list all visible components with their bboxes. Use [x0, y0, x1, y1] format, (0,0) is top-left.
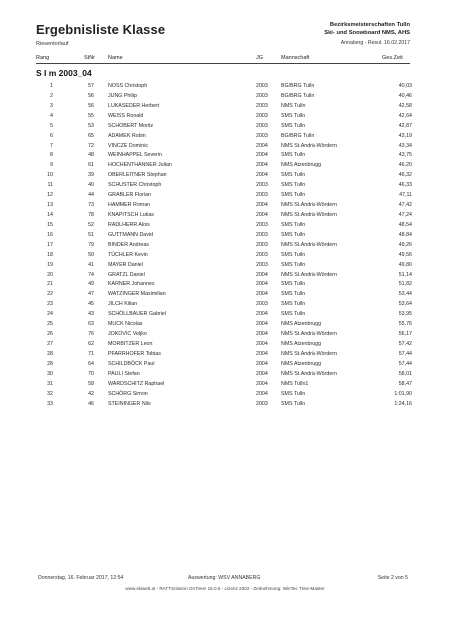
team-cell: NMS St.Andrä-Wördern	[281, 350, 337, 357]
athlete-name-cell: SCHUSTER Christoph	[108, 182, 162, 189]
athlete-name-cell: OBERLEITNER Stephan	[108, 172, 167, 179]
athlete-name-cell: MUCK Nicolas	[108, 321, 143, 328]
table-row	[0, 310, 450, 320]
rang-cell: 23	[47, 301, 53, 308]
team-cell: SMS Tulln	[281, 182, 306, 189]
team-cell: SMS Tulln	[281, 291, 306, 298]
start-number-cell: 44	[88, 192, 94, 199]
start-number-cell: 64	[88, 360, 94, 367]
rang-cell: 27	[47, 340, 53, 347]
team-cell: NMS Atzenbrugg	[281, 321, 322, 328]
start-number-cell: 72	[88, 142, 94, 149]
table-row	[0, 330, 450, 340]
team-cell: SMS Tulln	[281, 390, 306, 397]
birth-year-cell: 2004	[256, 311, 268, 318]
event-name: Bezirksmeisterschaften Tulln	[329, 22, 410, 28]
team-cell: SMS Tulln	[281, 251, 306, 258]
total-time-cell: 46,33	[398, 182, 412, 189]
table-row	[0, 112, 450, 122]
team-cell: SMS Tulln	[281, 281, 306, 288]
rang-cell: 28	[47, 360, 53, 367]
athlete-name-cell: ADAMEK Robin	[108, 132, 146, 139]
birth-year-cell: 2004	[256, 370, 268, 377]
total-time-cell: 43,75	[398, 152, 412, 159]
rang-cell: 6	[50, 132, 53, 139]
total-time-cell: 47,24	[398, 211, 412, 218]
athlete-name-cell: KNAPITSCH Lukas	[108, 211, 154, 218]
start-number-cell: 56	[88, 92, 94, 99]
team-cell: SMS Tulln	[281, 192, 306, 199]
birth-year-cell: 2003	[256, 251, 268, 258]
table-row	[0, 380, 450, 390]
birth-year-cell: 2004	[256, 390, 268, 397]
start-number-cell: 53	[88, 122, 94, 129]
total-time-cell: 58,47	[398, 380, 412, 387]
table-row	[0, 221, 450, 231]
start-number-cell: 39	[88, 172, 94, 179]
birth-year-cell: 2004	[256, 281, 268, 288]
start-number-cell: 55	[88, 112, 94, 119]
total-time-cell: 51,14	[398, 271, 412, 278]
total-time-cell: 49,26	[398, 241, 412, 248]
athlete-name-cell: JILCH Kilian	[108, 301, 138, 308]
start-number-cell: 46	[88, 400, 94, 407]
total-time-cell: 53,95	[398, 311, 412, 318]
athlete-name-cell: SCHÖRG Simon	[108, 390, 148, 397]
birth-year-cell: 2003	[256, 301, 268, 308]
athlete-name-cell: SCHÖLLBAUER Gabriel	[108, 311, 166, 318]
rang-cell: 33	[47, 400, 53, 407]
team-cell: NMS St.Andrä-Wördern	[281, 331, 337, 338]
table-row	[0, 122, 450, 132]
column-header-team: Mannschaft	[281, 55, 310, 61]
table-row	[0, 290, 450, 300]
total-time-cell: 46,20	[398, 162, 412, 169]
table-row	[0, 271, 450, 281]
rang-cell: 25	[47, 321, 53, 328]
table-row	[0, 390, 450, 400]
rang-cell: 21	[47, 281, 53, 288]
category-heading: S I m 2003_04	[36, 68, 92, 78]
table-row	[0, 161, 450, 171]
rang-cell: 26	[47, 331, 53, 338]
footer-page-number: Seite 2 von 5	[377, 575, 408, 581]
start-number-cell: 58	[88, 380, 94, 387]
start-number-cell: 61	[88, 162, 94, 169]
athlete-name-cell: HAMMER Roman	[108, 202, 151, 209]
total-time-cell: 1:01,90	[394, 390, 412, 397]
start-number-cell: 76	[88, 331, 94, 338]
athlete-name-cell: LUKASEDER Herbert	[108, 102, 160, 109]
birth-year-cell: 2004	[256, 211, 268, 218]
birth-year-cell: 2004	[256, 172, 268, 179]
table-row	[0, 92, 450, 102]
start-number-cell: 56	[88, 102, 94, 109]
rang-cell: 31	[47, 380, 53, 387]
rang-cell: 8	[50, 152, 53, 159]
total-time-cell: 42,87	[398, 122, 412, 129]
birth-year-cell: 2004	[256, 152, 268, 159]
athlete-name-cell: JUNG Philip	[108, 92, 137, 99]
birth-year-cell: 2003	[256, 261, 268, 268]
start-number-cell: 62	[88, 340, 94, 347]
column-header-name: Name	[108, 55, 123, 61]
total-time-cell: 48,54	[398, 221, 412, 228]
athlete-name-cell: STEININGER Nils	[108, 400, 151, 407]
rang-cell: 19	[47, 261, 53, 268]
athlete-name-cell: RADLHERR Alois	[108, 221, 150, 228]
rang-cell: 28	[47, 350, 53, 357]
athlete-name-cell: SCHOBERT Moritz	[108, 122, 154, 129]
total-time-cell: 46,32	[398, 172, 412, 179]
total-time-cell: 49,80	[398, 261, 412, 268]
rang-cell: 13	[47, 202, 53, 209]
table-row	[0, 340, 450, 350]
birth-year-cell: 2004	[256, 291, 268, 298]
athlete-name-cell: NOSS Christoph	[108, 83, 148, 89]
total-time-cell: 57,44	[398, 350, 412, 357]
team-cell: NMS St.Andrä-Wördern	[281, 142, 337, 149]
table-row	[0, 102, 450, 112]
start-number-cell: 42	[88, 390, 94, 397]
rang-cell: 30	[47, 370, 53, 377]
total-time-cell: 47,42	[398, 202, 412, 209]
rang-cell: 18	[47, 251, 53, 258]
team-cell: NMS St.Andrä-Wördern	[281, 370, 337, 377]
total-time-cell: 47,11	[399, 192, 412, 199]
total-time-cell: 53,44	[398, 291, 412, 298]
birth-year-cell: 2003	[256, 221, 268, 228]
athlete-name-cell: BINDER Andreas	[108, 241, 149, 248]
athlete-name-cell: SCHILDBÖCK Paul	[108, 360, 155, 367]
team-cell: SMS Tulln	[281, 301, 306, 308]
table-row	[0, 132, 450, 142]
athlete-name-cell: TÜCHLER Kevin	[108, 251, 148, 258]
table-row	[0, 231, 450, 241]
table-row	[0, 400, 450, 410]
total-time-cell: 56,17	[398, 331, 412, 338]
team-cell: NMS Tulln	[281, 102, 306, 109]
athlete-name-cell: WEISS Ronald	[108, 112, 144, 119]
birth-year-cell: 2003	[256, 83, 268, 89]
rang-cell: 15	[47, 221, 53, 228]
total-time-cell: 40,46	[398, 92, 412, 99]
rang-cell: 5	[50, 122, 53, 129]
team-cell: SMS Tulln	[281, 261, 306, 268]
start-number-cell: 74	[88, 271, 94, 278]
total-time-cell: 48,84	[398, 231, 412, 238]
rang-cell: 32	[47, 390, 53, 397]
table-row	[0, 251, 450, 261]
athlete-name-cell: WEINHAPPEL Severin	[108, 152, 162, 159]
team-cell: NMS Atzenbrugg	[281, 340, 322, 347]
team-cell: SMS Tulln	[281, 311, 306, 318]
birth-year-cell: 2004	[256, 380, 268, 387]
rang-cell: 1	[50, 83, 53, 89]
birth-year-cell: 2003	[256, 92, 268, 99]
athlete-name-cell: VINCZE Dominic	[108, 142, 149, 149]
rang-cell: 10	[47, 172, 53, 179]
start-number-cell: 57	[88, 83, 94, 89]
table-row	[0, 350, 450, 360]
team-cell: BG/BRG Tulln	[281, 132, 315, 139]
team-cell: NMS Atzenbrugg	[281, 360, 322, 367]
location-date: Annaberg - Resul. 16.02.2017	[340, 40, 410, 46]
athlete-name-cell: PAULI Stefan	[108, 370, 140, 377]
birth-year-cell: 2003	[256, 182, 268, 189]
rang-cell: 9	[50, 162, 53, 169]
total-time-cell: 53,64	[398, 301, 412, 308]
table-row	[0, 370, 450, 380]
team-cell: NMS Tulln1	[281, 380, 309, 387]
start-number-cell: 78	[88, 211, 94, 218]
rang-cell: 22	[47, 291, 53, 298]
team-cell: SMS Tulln	[281, 172, 306, 179]
rang-cell: 17	[47, 241, 53, 248]
birth-year-cell: 2004	[256, 360, 268, 367]
footer-software-credit: www.skiwelt.at - RATTSolution OnTime! 16.0.5 - Lizenz 2002 - Zeitnehmung: WinTec Time-Master	[125, 586, 325, 591]
start-number-cell: 63	[88, 321, 94, 328]
table-row	[0, 360, 450, 370]
table-row	[0, 300, 450, 310]
birth-year-cell: 2003	[256, 241, 268, 248]
athlete-name-cell: PFARRHOFER Tobias	[108, 350, 161, 357]
start-number-cell: 50	[88, 251, 94, 258]
document-title: Ergebnisliste Klasse	[36, 22, 166, 37]
table-row	[0, 171, 450, 181]
athlete-name-cell: MORBITZER Leon	[108, 340, 153, 347]
start-number-cell: 73	[88, 202, 94, 209]
team-cell: NMS St.Andrä-Wördern	[281, 241, 337, 248]
rang-cell: 12	[47, 192, 53, 199]
event-subtitle: Ski- und Snowboard NMS, AHS	[324, 30, 410, 36]
footer-date: Donnerstag, 16. Februar 2017, 12:54	[38, 575, 124, 581]
rang-cell: 3	[50, 102, 53, 109]
table-row	[0, 261, 450, 271]
birth-year-cell: 2004	[256, 202, 268, 209]
column-header-time: Ges.Zeit	[382, 55, 403, 61]
total-time-cell: 43,34	[398, 142, 412, 149]
team-cell: NMS Atzenbrugg	[281, 162, 322, 169]
start-number-cell: 71	[88, 350, 94, 357]
start-number-cell: 41	[88, 261, 94, 268]
birth-year-cell: 2004	[256, 350, 268, 357]
rang-cell: 11	[47, 182, 53, 189]
birth-year-cell: 2003	[256, 112, 268, 119]
start-number-cell: 70	[88, 370, 94, 377]
table-row	[0, 191, 450, 201]
table-row	[0, 181, 450, 191]
column-header-rang: Rang	[36, 55, 50, 61]
start-number-cell: 52	[88, 221, 94, 228]
birth-year-cell: 2004	[256, 162, 268, 169]
athlete-name-cell: KARNER Johannes	[108, 281, 155, 288]
start-number-cell: 79	[88, 241, 94, 248]
birth-year-cell: 2003	[256, 192, 268, 199]
total-time-cell: 57,42	[398, 340, 412, 347]
team-cell: SMS Tulln	[281, 221, 306, 228]
total-time-cell: 58,01	[398, 370, 412, 377]
team-cell: NMS St.Andrä-Wördern	[281, 211, 337, 218]
team-cell: NMS St.Andrä-Wördern	[281, 271, 337, 278]
birth-year-cell: 2004	[256, 271, 268, 278]
start-number-cell: 40	[88, 182, 94, 189]
rang-cell: 14	[47, 211, 53, 218]
athlete-name-cell: GRATZL Daniel	[108, 271, 145, 278]
table-row	[0, 241, 450, 251]
athlete-name-cell: WARDSCHITZ Raphael	[108, 380, 165, 387]
table-row	[0, 280, 450, 290]
total-time-cell: 51,82	[398, 281, 412, 288]
team-cell: SMS Tulln	[281, 122, 306, 129]
birth-year-cell: 2003	[256, 102, 268, 109]
table-row	[0, 151, 450, 161]
total-time-cell: 43,19	[398, 132, 412, 139]
total-time-cell: 42,64	[398, 112, 412, 119]
team-cell: SMS Tulln	[281, 112, 306, 119]
rang-cell: 20	[47, 271, 53, 278]
results-table	[0, 82, 450, 409]
total-time-cell: 57,44	[398, 360, 412, 367]
team-cell: NMS St.Andrä-Wördern	[281, 202, 337, 209]
start-number-cell: 45	[88, 301, 94, 308]
birth-year-cell: 2004	[256, 142, 268, 149]
team-cell: BG/BRG Tulln	[281, 92, 315, 99]
start-number-cell: 49	[88, 281, 94, 288]
birth-year-cell: 2003	[256, 132, 268, 139]
table-row	[0, 201, 450, 211]
footer-evaluation: Auswertung: WSV ANNABERG	[188, 575, 261, 581]
total-time-cell: 40,03	[398, 83, 412, 89]
total-time-cell: 42,58	[398, 102, 412, 109]
rang-cell: 2	[50, 92, 53, 99]
athlete-name-cell: HOCHENTHANNER Julian	[108, 162, 172, 169]
start-number-cell: 65	[88, 132, 94, 139]
table-row	[0, 320, 450, 330]
athlete-name-cell: GRABLER Florian	[108, 192, 151, 199]
birth-year-cell: 2004	[256, 321, 268, 328]
rang-cell: 24	[47, 311, 53, 318]
start-number-cell: 43	[88, 311, 94, 318]
header-divider	[36, 63, 410, 64]
team-cell: SMS Tulln	[281, 152, 306, 159]
rang-cell: 4	[50, 112, 53, 119]
column-header-jg: JG	[256, 55, 264, 61]
birth-year-cell: 2004	[256, 331, 268, 338]
table-row	[0, 82, 450, 92]
birth-year-cell: 2004	[256, 340, 268, 347]
column-header-stnr: StNr	[84, 55, 95, 61]
rang-cell: 7	[50, 142, 53, 149]
table-row	[0, 211, 450, 221]
team-cell: SMS Tulln	[281, 400, 306, 407]
team-cell: SMS Tulln	[281, 231, 306, 238]
athlete-name-cell: JOKOVIC Veljko	[108, 331, 147, 338]
birth-year-cell: 2003	[256, 122, 268, 129]
total-time-cell: 1:24,16	[394, 400, 412, 407]
start-number-cell: 51	[88, 231, 94, 238]
rang-cell: 16	[47, 231, 53, 238]
birth-year-cell: 2003	[256, 400, 268, 407]
birth-year-cell: 2003	[256, 231, 268, 238]
total-time-cell: 49,56	[398, 251, 412, 258]
athlete-name-cell: MAYER Daniel	[108, 261, 143, 268]
athlete-name-cell: WATZINGER Maximilian	[108, 291, 166, 298]
team-cell: BG/BRG Tulln	[281, 83, 315, 89]
discipline-label: Riesentorlauf	[36, 41, 69, 47]
athlete-name-cell: GUTTMANN David	[108, 231, 154, 238]
start-number-cell: 47	[88, 291, 94, 298]
start-number-cell: 48	[88, 152, 94, 159]
total-time-cell: 55,76	[398, 321, 412, 328]
table-row	[0, 142, 450, 152]
